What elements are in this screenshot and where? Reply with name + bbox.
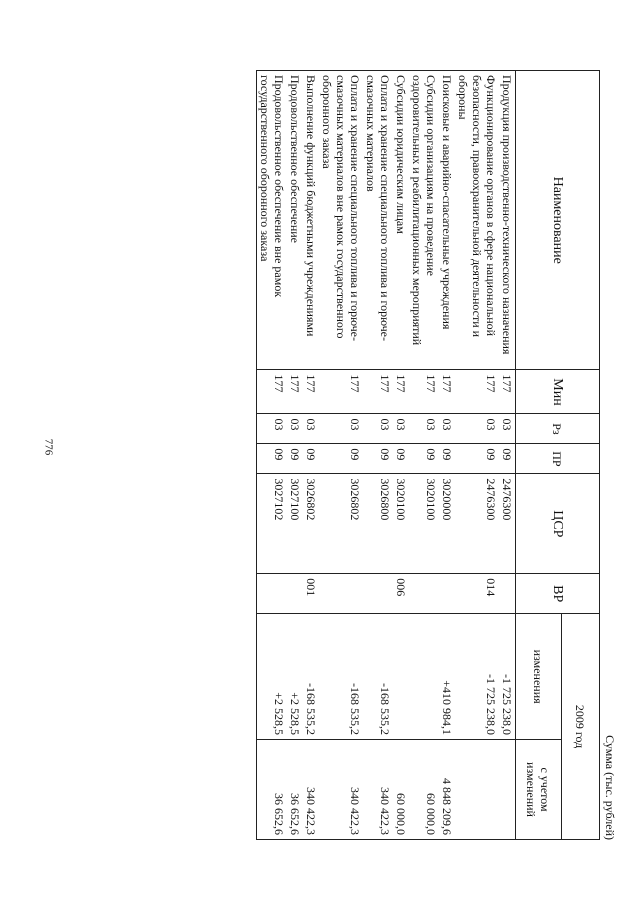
row-vr bbox=[439, 574, 455, 614]
row-pr: 09 bbox=[363, 444, 393, 474]
row-min: 177 bbox=[319, 370, 363, 414]
row-name: Оплата и хранение специального топлива и горюче-смазочных материалов bbox=[363, 71, 393, 370]
row-csr: 2476300 bbox=[499, 474, 516, 574]
row-rz: 03 bbox=[257, 414, 288, 444]
row-min: 177 bbox=[257, 370, 288, 414]
table-row bbox=[439, 71, 455, 840]
row-name: Продовольственное обеспечение вне рамок государственного оборонного заказа bbox=[257, 71, 288, 370]
row-csr: 3026802 bbox=[319, 474, 363, 574]
row-changes: +2 528,5 bbox=[287, 614, 303, 740]
header-rz: Рз bbox=[516, 414, 600, 444]
row-vr: 001 bbox=[303, 574, 319, 614]
row-min: 177 bbox=[363, 370, 393, 414]
row-rz: 03 bbox=[287, 414, 303, 444]
row-rz: 03 bbox=[455, 414, 499, 444]
table-row bbox=[455, 71, 499, 840]
row-min: 177 bbox=[409, 370, 439, 414]
row-min: 177 bbox=[287, 370, 303, 414]
table-row bbox=[393, 71, 409, 840]
row-csr: 3020000 bbox=[439, 474, 455, 574]
row-pr: 09 bbox=[393, 444, 409, 474]
header-vr: ВР bbox=[516, 574, 600, 614]
row-total: 36 652,6 bbox=[257, 740, 288, 840]
row-pr: 09 bbox=[257, 444, 288, 474]
row-total: 4 848 209,6 bbox=[439, 740, 455, 840]
row-csr: 3027100 bbox=[287, 474, 303, 574]
row-vr bbox=[363, 574, 393, 614]
row-rz: 03 bbox=[363, 414, 393, 444]
row-total bbox=[455, 740, 499, 840]
row-changes: +2 528,5 bbox=[257, 614, 288, 740]
row-pr: 09 bbox=[319, 444, 363, 474]
row-csr: 3026800 bbox=[363, 474, 393, 574]
header-changes: изменения bbox=[516, 614, 562, 740]
row-total: 340 422,3 bbox=[303, 740, 319, 840]
page-number: 776 bbox=[42, 438, 55, 456]
row-csr: 3026802 bbox=[303, 474, 319, 574]
row-name: Поисковые и аварийно-спасательные учреждения bbox=[439, 71, 455, 370]
row-vr bbox=[409, 574, 439, 614]
row-rz: 03 bbox=[439, 414, 455, 444]
header-min: Мин bbox=[516, 370, 600, 414]
row-vr bbox=[257, 574, 288, 614]
row-pr: 09 bbox=[499, 444, 516, 474]
row-pr: 09 bbox=[409, 444, 439, 474]
row-rz: 03 bbox=[393, 414, 409, 444]
row-total: 340 422,3 bbox=[319, 740, 363, 840]
row-min: 177 bbox=[393, 370, 409, 414]
row-rz: 03 bbox=[319, 414, 363, 444]
row-name: Выполнение функций бюджетными учреждениями bbox=[303, 71, 319, 370]
row-pr: 09 bbox=[303, 444, 319, 474]
row-name: Субсидии организациям на проведение оздоровительных и реабилитационных мероприятий bbox=[409, 71, 439, 370]
row-min: 177 bbox=[303, 370, 319, 414]
row-rz: 03 bbox=[409, 414, 439, 444]
row-changes: -168 535,2 bbox=[303, 614, 319, 740]
table-row bbox=[257, 71, 288, 840]
row-total: 36 652,6 bbox=[287, 740, 303, 840]
row-changes: -168 535,2 bbox=[363, 614, 393, 740]
rotated-table-page bbox=[170, 70, 620, 840]
row-min: 177 bbox=[455, 370, 499, 414]
unit-label: Сумма (тыс. рублей) bbox=[603, 735, 617, 840]
row-min: 177 bbox=[439, 370, 455, 414]
row-min: 177 bbox=[499, 370, 516, 414]
table-row bbox=[363, 71, 393, 840]
row-name: Продукция производственно-технического назначения bbox=[499, 71, 516, 370]
row-name: Субсидии юридическим лицам bbox=[393, 71, 409, 370]
table-row bbox=[303, 71, 319, 840]
row-changes bbox=[393, 614, 409, 740]
row-changes bbox=[409, 614, 439, 740]
table-row bbox=[409, 71, 439, 840]
row-csr: 3027102 bbox=[257, 474, 288, 574]
budget-table bbox=[256, 70, 600, 840]
row-changes: +410 984,1 bbox=[439, 614, 455, 740]
table-row bbox=[499, 71, 516, 840]
row-csr: 3020100 bbox=[409, 474, 439, 574]
row-total: 60 000,0 bbox=[393, 740, 409, 840]
row-vr: 014 bbox=[455, 574, 499, 614]
header-pr: ПР bbox=[516, 444, 600, 474]
row-vr bbox=[319, 574, 363, 614]
row-changes: -1 725 238,0 bbox=[455, 614, 499, 740]
header-year: 2009 год bbox=[562, 614, 600, 840]
row-csr: 3020100 bbox=[393, 474, 409, 574]
header-csr: ЦСР bbox=[516, 474, 600, 574]
row-changes: -1 725 238,0 bbox=[499, 614, 516, 740]
row-changes: -168 535,2 bbox=[319, 614, 363, 740]
row-vr bbox=[499, 574, 516, 614]
table-row bbox=[287, 71, 303, 840]
row-pr: 09 bbox=[455, 444, 499, 474]
row-csr: 2476300 bbox=[455, 474, 499, 574]
row-vr: 006 bbox=[393, 574, 409, 614]
row-name: Функционирование органов в сфере национальной безопасности, правоохранительной деятельности и обороны bbox=[455, 71, 499, 370]
row-pr: 09 bbox=[439, 444, 455, 474]
row-rz: 03 bbox=[499, 414, 516, 444]
header-name: Наименование bbox=[516, 71, 600, 370]
row-rz: 03 bbox=[303, 414, 319, 444]
table-row bbox=[319, 71, 363, 840]
row-pr: 09 bbox=[287, 444, 303, 474]
row-vr bbox=[287, 574, 303, 614]
row-total: 60 000,0 bbox=[409, 740, 439, 840]
row-total: 340 422,3 bbox=[363, 740, 393, 840]
header-with-changes: с учетом изменений bbox=[516, 740, 562, 840]
row-name: Оплата и хранение специального топлива и горюче-смазочных материалов вне рамок государственного оборонного заказа bbox=[319, 71, 363, 370]
row-name: Продовольственное обеспечение bbox=[287, 71, 303, 370]
row-total bbox=[499, 740, 516, 840]
